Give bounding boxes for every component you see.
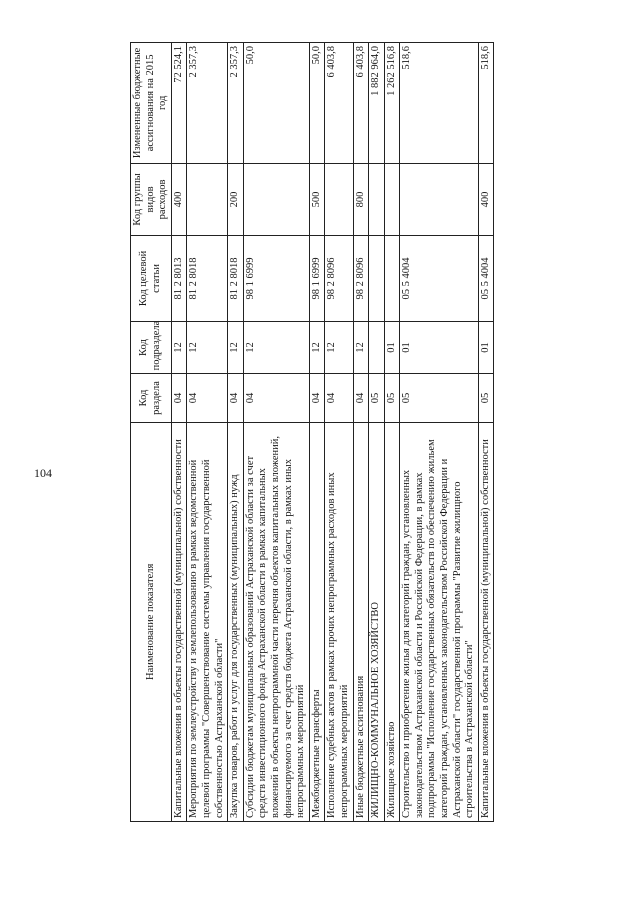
- row-group: [187, 163, 228, 235]
- table-row: [369, 43, 385, 822]
- row-subsection: 01: [384, 321, 400, 374]
- header-target: Код целевой статьи: [131, 236, 172, 322]
- row-subsection: 01: [478, 321, 494, 374]
- row-target: 05 5 4004: [478, 236, 494, 322]
- row-subsection: [369, 321, 385, 374]
- row-target: 81 2 8018: [228, 236, 244, 322]
- row-name: Субсидии бюджетам муниципальных образований Астраханской области за счет средств инвестиционного фонда Астраханской области в рамках капитальных вложений в объекты непрограммной части перечня объектов капитальных вложений, финансируемого за счет средств бюджета Астраханской области, в рамках иных непрограммных мероприятий: [243, 422, 309, 821]
- row-subsection: 12: [187, 321, 228, 374]
- row-subsection: 01: [400, 321, 479, 374]
- row-group: [243, 163, 309, 235]
- table-row: [243, 43, 309, 822]
- table-row: [353, 43, 369, 822]
- row-group: [369, 163, 385, 235]
- row-amount: 72 524,1: [171, 43, 187, 164]
- row-section: 05: [478, 374, 494, 422]
- row-name: Капитальные вложения в объекты государственной (муниципальной) собственности: [478, 422, 494, 821]
- row-amount: 518,6: [478, 43, 494, 164]
- row-section: 04: [228, 374, 244, 422]
- row-group: 800: [353, 163, 369, 235]
- row-group: [400, 163, 479, 235]
- header-name: Наименование показателя: [131, 422, 172, 821]
- row-subsection: 12: [171, 321, 187, 374]
- row-subsection: 12: [309, 321, 325, 374]
- row-subsection: 12: [243, 321, 309, 374]
- table-row: [171, 43, 187, 822]
- row-name: Иные бюджетные ассигнования: [353, 422, 369, 821]
- row-group: 500: [309, 163, 325, 235]
- row-target: 98 1 6999: [309, 236, 325, 322]
- row-name: Закупка товаров, работ и услуг для государственных (муниципальных) нужд: [228, 422, 244, 821]
- row-target: 98 2 8096: [353, 236, 369, 322]
- row-amount: 1 262 516,8: [384, 43, 400, 164]
- row-section: 04: [309, 374, 325, 422]
- table-header-row: [131, 43, 172, 822]
- row-amount: 50,0: [309, 43, 325, 164]
- page-number: 104: [34, 466, 52, 480]
- row-group: [325, 163, 353, 235]
- budget-table: [130, 42, 494, 822]
- row-target: [369, 236, 385, 322]
- table-row: [228, 43, 244, 822]
- row-section: 05: [384, 374, 400, 422]
- row-group: 400: [171, 163, 187, 235]
- row-group: [384, 163, 400, 235]
- header-subsection: Код подраздела: [131, 321, 172, 374]
- row-group: 200: [228, 163, 244, 235]
- table-row: [325, 43, 353, 822]
- table-row: [187, 43, 228, 822]
- table-row: [309, 43, 325, 822]
- row-subsection: 12: [228, 321, 244, 374]
- table-row: [384, 43, 400, 822]
- row-group: 400: [478, 163, 494, 235]
- row-target: 98 1 6999: [243, 236, 309, 322]
- row-subsection: 12: [325, 321, 353, 374]
- table-row: [400, 43, 479, 822]
- row-amount: 518,6: [400, 43, 479, 164]
- row-section: 05: [369, 374, 385, 422]
- row-section: 04: [171, 374, 187, 422]
- header-group: Код группы видов расходов: [131, 163, 172, 235]
- row-section: 05: [400, 374, 479, 422]
- table-row: [478, 43, 494, 822]
- row-target: 81 2 8013: [171, 236, 187, 322]
- row-section: 04: [243, 374, 309, 422]
- row-name: ЖИЛИЩНО-КОММУНАЛЬНОЕ ХОЗЯЙСТВО: [369, 422, 385, 821]
- row-name: Мероприятия по землеустройству и землепользованию в рамках ведомственной целевой программы "Совершенствование системы управления государственной собственностью Астраханской области": [187, 422, 228, 821]
- row-subsection: 12: [353, 321, 369, 374]
- row-name: Строительство и приобретение жилья для категорий граждан, установленных законодательством Астраханской области и Российской Федерации, в рамках подпрограммы "Исполнение государственных обязательств по обеспечению жильем категорий граждан, установленных законодательством Российской Федерации и Астраханской области" государственной программы "Развитие жилищного строительства в Астраханской области": [400, 422, 479, 821]
- row-amount: 6 403,8: [353, 43, 369, 164]
- row-amount: 6 403,8: [325, 43, 353, 164]
- row-section: 04: [325, 374, 353, 422]
- row-target: 98 2 8096: [325, 236, 353, 322]
- row-section: 04: [353, 374, 369, 422]
- header-section: Код раздела: [131, 374, 172, 422]
- row-amount: 50,0: [243, 43, 309, 164]
- row-section: 04: [187, 374, 228, 422]
- row-amount: 2 357,3: [187, 43, 228, 164]
- row-name: Капитальные вложения в объекты государственной (муниципальной) собственности: [171, 422, 187, 821]
- row-name: Жилищное хозяйство: [384, 422, 400, 821]
- row-amount: 2 357,3: [228, 43, 244, 164]
- row-target: [384, 236, 400, 322]
- row-name: Исполнение судебных актов в рамках прочих непрограммных расходов иных непрограммных мероприятий: [325, 422, 353, 821]
- header-amount: Измененные бюджетные ассигнования на 2015 год: [131, 43, 172, 164]
- rotated-document: [130, 22, 520, 822]
- row-target: 81 2 8018: [187, 236, 228, 322]
- row-target: 05 5 4004: [400, 236, 479, 322]
- row-amount: 1 882 964,0: [369, 43, 385, 164]
- row-name: Межбюджетные трансферты: [309, 422, 325, 821]
